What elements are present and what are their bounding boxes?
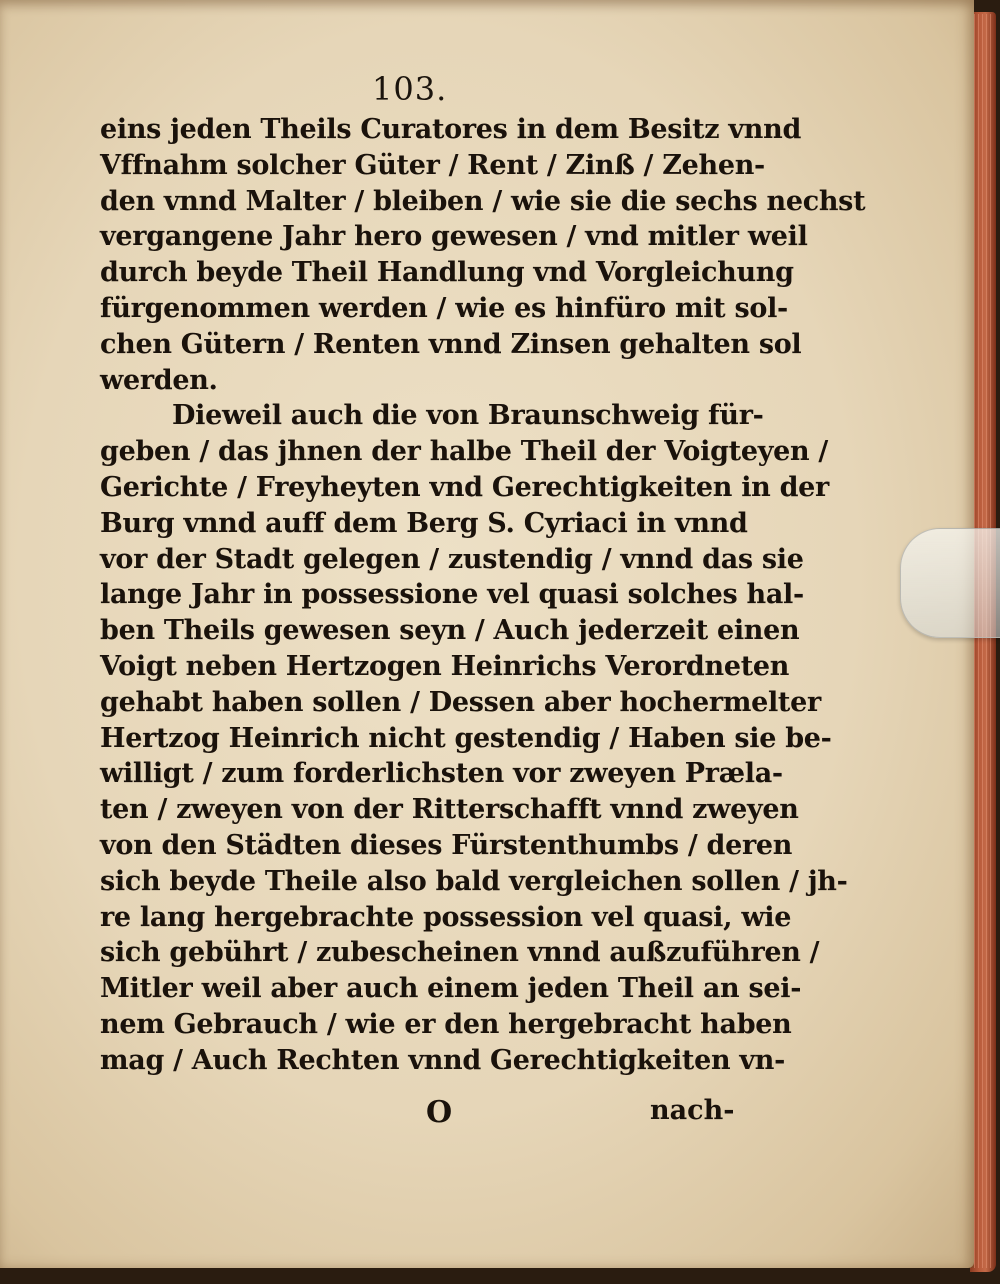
text-line: Dieweil auch die von Braunschweig für- [172, 400, 764, 432]
catchword: nach- [650, 1095, 735, 1126]
text-line: Burg vnnd auff dem Berg S. Cyriaci in vnnd [100, 507, 748, 539]
page-clip [900, 528, 1000, 638]
text-line: den vnnd Malter / bleiben / wie sie die sechs nechst [100, 185, 866, 217]
text-line: Gerichte / Freyheyten vnd Gerechtigkeiten in der [100, 471, 829, 503]
text-line: fürgenommen werden / wie es hinfüro mit sol- [100, 292, 788, 324]
text-line: Mitler weil aber auch einem jeden Theil an sei- [100, 973, 802, 1005]
text-line: Hertzog Heinrich nicht gestendig / Haben sie be- [100, 722, 832, 754]
text-line: re lang hergebrachte possession vel quasi, wie [100, 901, 792, 933]
page-edge-texture [974, 14, 992, 1268]
paragraph-2 [100, 398, 848, 1078]
text-line: ben Theils gewesen seyn / Auch jederzeit einen [100, 615, 800, 647]
text-line: gehabt haben sollen / Dessen aber hochermelter [100, 686, 821, 718]
signature-mark: O [426, 1095, 453, 1130]
text-line: willigt / zum forderlichsten vor zweyen Prælа- [100, 758, 783, 790]
text-line: ten / zweyen von der Ritterschafft vnnd zweyen [100, 794, 799, 826]
text-line: geben / das jhnen der halbe Theil der Voigteyen / [100, 436, 828, 468]
paragraph-1 [100, 112, 866, 398]
text-line: werden. [100, 364, 218, 396]
page-number: 103. [372, 70, 448, 108]
text-line: Voigt neben Hertzogen Heinrichs Verordneten [100, 650, 790, 682]
text-line: durch beyde Theil Handlung vnd Vorgleichung [100, 257, 794, 289]
text-line: von den Städten dieses Fürstenthumbs / deren [100, 829, 793, 861]
text-line: eins jeden Theils Curatores in dem Besitz vnnd [100, 114, 802, 145]
text-line: nem Gebrauch / wie er den hergebracht haben [100, 1008, 792, 1040]
body-text [100, 112, 866, 1079]
text-line: chen Gütern / Renten vnnd Zinsen gehalten sol [100, 328, 802, 360]
text-line: lange Jahr in possessione vel quasi solches hal- [100, 579, 804, 611]
text-line: vergangene Jahr hero gewesen / vnd mitler weil [100, 221, 808, 253]
text-line: mag / Auch Rechten vnnd Gerechtigkeiten vn- [100, 1044, 786, 1076]
text-line: Vffnahm solcher Güter / Rent / Zinß / Zehen- [100, 149, 765, 181]
text-line: sich beyde Theile also bald vergleichen sollen / jh- [100, 865, 848, 897]
text-line: vor der Stadt gelegen / zustendig / vnnd das sie [100, 543, 804, 575]
text-line: sich gebührt / zubescheinen vnnd außzuführen / [100, 937, 820, 969]
